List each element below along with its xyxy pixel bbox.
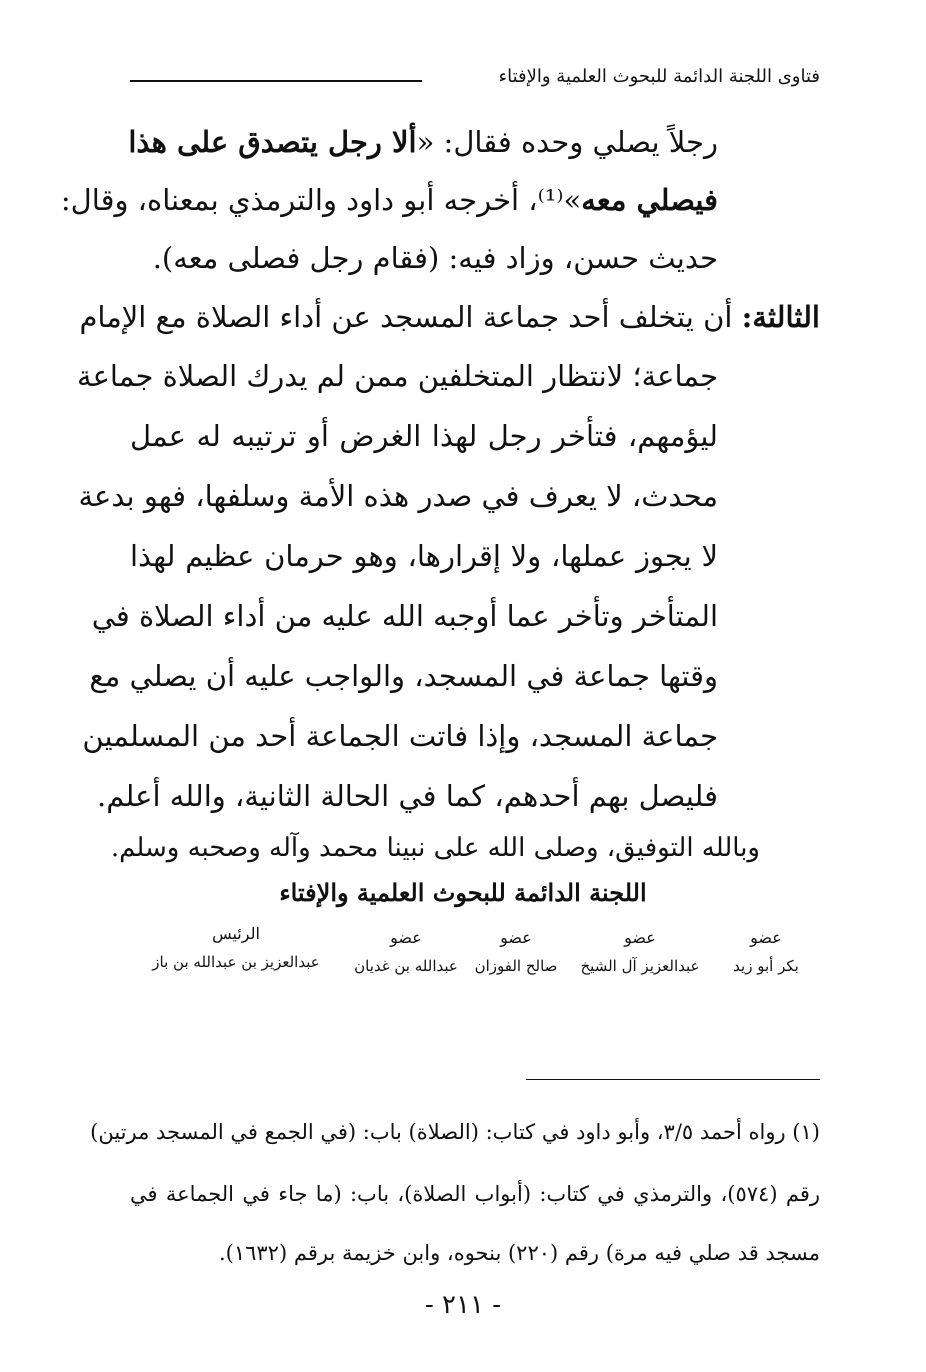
closing-line: وبالله التوفيق، وصلى الله على نبينا محمد وآله وصحبه وسلم. xyxy=(110,833,760,863)
signatory-1 xyxy=(696,924,836,980)
body-line-10: وقتها جماعة في المسجد، والواجب عليه أن يصلي مع xyxy=(89,659,718,693)
footnote-line-1: (١) رواه أحمد ٣/٥، وأبو داود في كتاب: (الصلاة) باب: (في الجمع في المسجد مرتين) xyxy=(90,1120,820,1144)
signatory-role: الرئيس xyxy=(212,924,260,943)
case-label: الثالثة: xyxy=(741,300,820,334)
signatory-name: عبدالعزيز آل الشيخ xyxy=(580,957,700,975)
signatory-role: عضو xyxy=(624,928,656,947)
signatory-4 xyxy=(336,924,476,980)
footnote-line-2: رقم (٥٧٤)، والترمذي في كتاب: (أبواب الصلاة)، باب: (ما جاء في الجماعة في xyxy=(130,1182,820,1206)
body-line-8: لا يجوز عملها، ولا إقرارها، وهو حرمان عظيم لهذا xyxy=(130,539,718,573)
signatory-name: عبدالعزيز بن عبدالله بن باز xyxy=(152,953,320,971)
committee-title: اللجنة الدائمة للبحوث العلمية والإفتاء xyxy=(279,878,647,907)
signatory-role: عضو xyxy=(750,928,782,947)
signatory-name: عبدالله بن غديان xyxy=(354,957,458,975)
hadith-quote-part-2: فيصلي معه xyxy=(581,183,718,217)
body-line-2 xyxy=(60,180,718,220)
hadith-quote-part-1: ألا رجل يتصدق على هذا xyxy=(128,125,417,159)
body-line-5: جماعة؛ لانتظار المتخلفين ممن لم يدرك الصلاة جماعة xyxy=(77,359,718,393)
body-line-9: المتأخر وتأخر عما أوجبه الله عليه من أداء الصلاة في xyxy=(91,599,718,633)
footnote-rule xyxy=(526,1079,820,1080)
body-line-11: جماعة المسجد، وإذا فاتت الجماعة أحد من المسلمين xyxy=(82,719,718,753)
body-line-1-plain: رجلاً يصلي وحده فقال: « xyxy=(416,125,718,159)
signatory-role: عضو xyxy=(500,928,532,947)
footnote-line-3: مسجد قد صلي فيه مرة) رقم (٢٢٠) بنحوه، وابن خزيمة برقم (١٦٣٢). xyxy=(218,1241,820,1265)
signatory-president xyxy=(136,920,336,976)
header-rule xyxy=(130,80,422,82)
signatory-2 xyxy=(570,924,710,980)
body-line-4-text: أن يتخلف أحد جماعة المسجد عن أداء الصلاة مع الإمام xyxy=(79,300,742,334)
page-number: - ٢١١ - xyxy=(424,1290,502,1320)
signatory-name: صالح الفوزان xyxy=(474,957,558,975)
body-line-12: فليصل بهم أحدهم، كما في الحالة الثانية، والله أعلم. xyxy=(97,779,718,813)
body-line-6: ليؤمهم، فتأخر رجل لهذا الغرض أو ترتيبه له عمل xyxy=(130,419,718,453)
signatory-name: بكر أبو زيد xyxy=(733,957,799,975)
body-line-4 xyxy=(79,297,820,337)
body-line-2-plain: »⁽¹⁾، أخرجه أبو داود والترمذي بمعناه، وقال: xyxy=(60,183,582,217)
header-title: فتاوى اللجنة الدائمة للبحوث العلمية والإفتاء xyxy=(498,66,820,87)
running-header xyxy=(130,62,820,96)
body-line-1 xyxy=(128,122,718,162)
body-line-7: محدث، لا يعرف في صدر هذه الأمة وسلفها، فهو بدعة xyxy=(78,479,718,513)
signatory-role: عضو xyxy=(390,928,422,947)
body-line-3: حديث حسن، وزاد فيه: (فقام رجل فصلى معه). xyxy=(152,241,718,275)
